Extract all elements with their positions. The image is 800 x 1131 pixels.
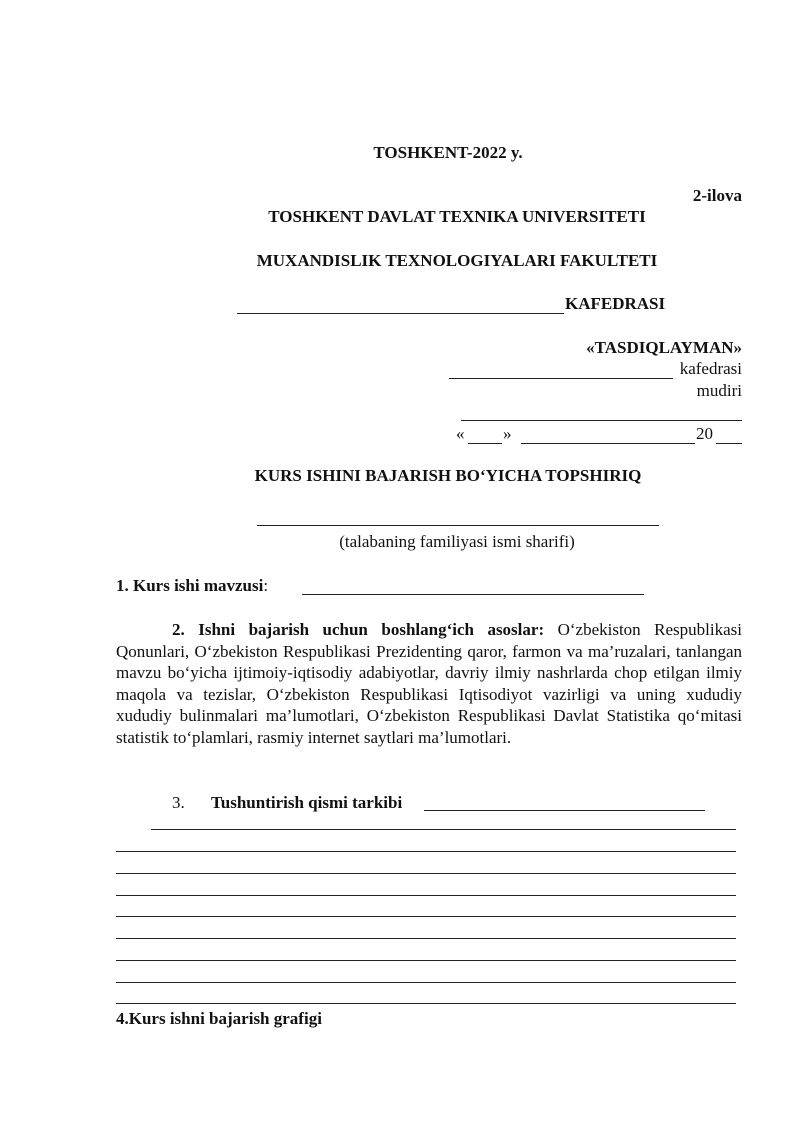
section3-content-line	[151, 829, 736, 830]
topic-blank-line	[302, 594, 644, 595]
student-caption: (talabaning familiyasi ismi sharifi)	[339, 532, 575, 551]
document-title: KURS ISHINI BAJARISH BO‘YICHA TOPSHIRIQ	[254, 466, 642, 485]
dept-blank-line	[449, 378, 673, 379]
department-blank-line	[237, 313, 564, 314]
approval-title: «TASDIQLAYMAN»	[586, 338, 742, 357]
section3-content-line	[116, 873, 736, 874]
appendix-label: 2-ilova	[692, 186, 742, 205]
section1-label: 1. Kurs ishi mavzusi	[116, 576, 264, 595]
section3-content-line	[116, 851, 736, 852]
section4-label: 4.Kurs ishni bajarish grafigi	[116, 1009, 322, 1028]
section3-title-line	[424, 810, 705, 811]
section3-content-line	[116, 960, 736, 961]
department-suffix: KAFEDRASI	[565, 294, 666, 313]
dept-word: kafedrasi	[679, 359, 742, 378]
date-year-prefix: 20	[696, 424, 713, 443]
section3-content-line	[116, 916, 736, 917]
city-year: TOSHKENT-2022 y.	[373, 143, 523, 162]
student-name-line	[257, 525, 659, 526]
date-year-line	[716, 443, 742, 444]
date-open-quote: «	[456, 424, 465, 443]
section1-row	[116, 576, 268, 596]
section2-text: O‘zbekiston Respublikasi Qonunlari, O‘zbekiston Respublikasi Prezidenting qaror, farmon va ma’ruzalari, tanlangan mavzu bo‘yicha ijtimoiy-iqtisodiy adabiyotlar, davriy ilmiy nashrlarda chop etilgan ilmiy maqola va tezislar, O‘zbekiston Respublikasi Iqtisodiyot vazirligi va uning xududiy xududiy bulinmalari ma’lumotlari, O‘zbekiston Respublikasi Davlat Statistika qo‘mitasi statistik to‘plamlari, rasmiy internet saytlari ma’lumotlari.	[116, 620, 742, 747]
date-close-quote: »	[503, 424, 512, 443]
date-day-line	[468, 443, 502, 444]
university-name: TOSHKENT DAVLAT TEXNIKA UNIVERSITETI	[268, 207, 646, 226]
faculty-name: MUXANDISLIK TEXNOLOGIYALARI FAKULTETI	[256, 251, 658, 270]
section3-content-line	[116, 1003, 736, 1004]
section2-label: 2. Ishni bajarish uchun boshlang‘ich asoslar:	[172, 620, 545, 639]
section3-number: 3.	[172, 793, 185, 812]
section1-colon: :	[263, 576, 269, 595]
section3-label: Tushuntirish qismi tarkibi	[211, 793, 403, 812]
section3-content-line	[116, 982, 736, 983]
section2-paragraph	[116, 619, 742, 749]
section3-content-line	[116, 895, 736, 896]
date-month-line	[521, 443, 695, 444]
head-word: mudiri	[696, 381, 742, 400]
signature-line	[461, 420, 742, 421]
section3-content-line	[116, 938, 736, 939]
